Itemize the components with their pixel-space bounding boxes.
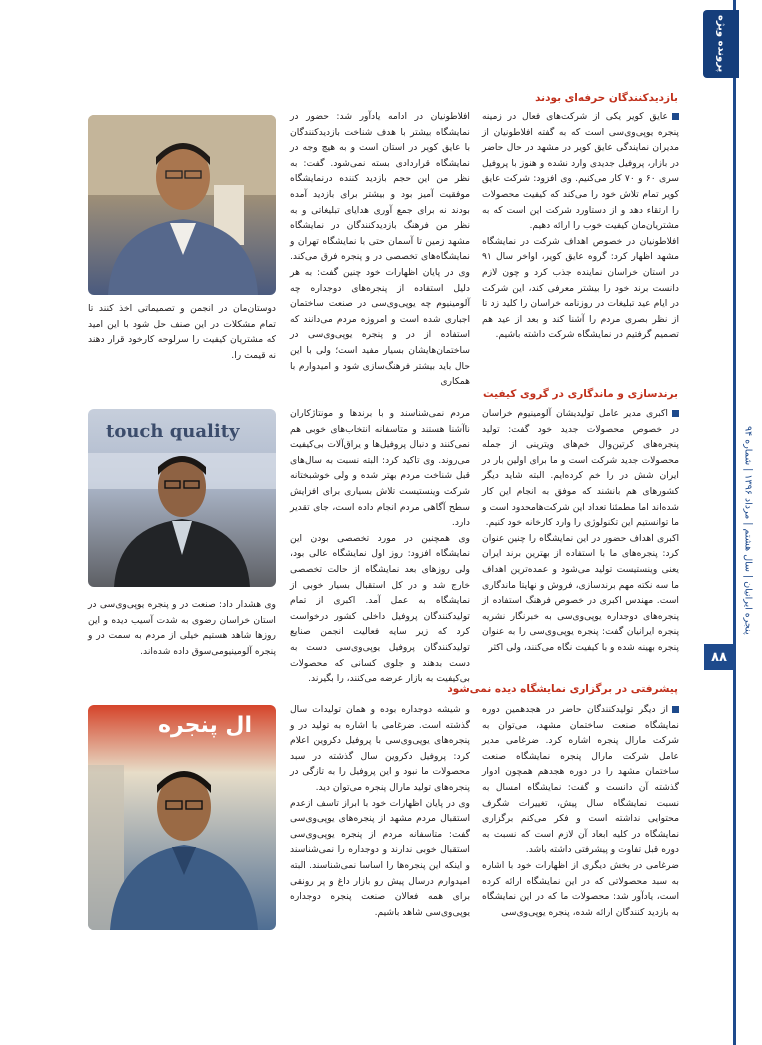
person-silhouette-icon: [88, 409, 276, 587]
paragraph: وی در پایان اظهارات خود با ابراز تاسف ازعدم استقبال مردم مشهد از پنجره‌های یوپی‌وی‌سی گفت: متاسفانه مردم از پنجره یوپی‌وی‌سی استقبال خوبی ندارند و دوجداره را نمی‌شناسند و اینکه این پنجره‌ها را اساسا نمی‌شناسند. البته امیدوارم درسال پیش رو بازار داغ و پر رونقی برای همه فعالان صنعت پنجره دوجداره یوپی‌وی‌سی شاهد باشیم.: [290, 797, 470, 918]
section-heading-1: بازدیدکنندگان حرفه‌ای بودند: [535, 92, 678, 104]
paragraph-text: اکبری مدیر عامل تولیدیشان آلومینیوم خراسان در خصوص محصولات جدید خود گفت: تولید پنجره‌های کرتین‌وال خم‌های ویترینی از جمله محصولات جدید شرکت است و ما برای اولین بار در ایران شش در را خم کرده‌ایم. البته شاید دیگر کشورهای هم بانشند که موفق به انجام این کار شده‌اند اما مطمئنا تعداد این شرکت‌هامحدود است و ما توانستیم این تکنولوژی را وارد کارخانه خود کنیم.: [482, 408, 679, 529]
article-column-1: [482, 109, 679, 343]
section-heading-3: پیشرفتی در برگزاری نمایشگاه دیده نمی‌شود: [447, 683, 678, 695]
person-silhouette-icon: [88, 115, 276, 295]
photo-caption-2: وی هشدار داد: صنعت در و پنجره یوپی‌وی‌سی در استان خراسان رضوی به شدت آسیب دیده و این روزها شاهد هستیم خیلی از مردم به سمت در و پنجره آلومینیومی‌سوق داده شده‌اند.: [88, 599, 276, 657]
journal-running-head: پنجره ایرانیان | سال هشتم | مرداد ۱۳۹۶ | شماره ۹۴: [742, 425, 754, 635]
article-column-2: افلاطونیان در ادامه یادآور شد: حضور در نمایشگاه بیشتر با هدف شناخت بازدیدکنندگان با عایق کویر در استان است و به هیچ وجه در نمایشگاه قراردادی بسته نمی‌شود. گفت: به نظر من این حجم بازدید کننده درنمایشگاه موفقیت آمیز بود و بیشتر برای بازدید آمده بودند نه برای جمع آوری هدایای تبلیغاتی و به نظر من فرهنگ بازدیدکنندگان در نمایشگاه مشهد زمین تا آسمان حتی با نمایشگاه تهران و نمایشگاه‌های تخصصی در و پنجره فرق می‌کند. وی در پایان اظهارات خود چنین گفت: به هر دلیل استفاده از پنجره‌های دوجداره چه آلومینیوم چه یوپی‌وی‌سی در صنعت ساختمان اجباری شده است و امروزه مردم می‌دانند که استفاده از در و پنجره یوپی‌وی‌سی در ساختمان‌هایشان بسیار مفید است؛ ولی با این حال باید بیشتر فرهنگ‌سازی شود و امیدوارم با همکاری: [290, 111, 470, 388]
paragraph-text: از دیگر تولیدکنندگان حاضر در هجدهمین دوره نمایشگاه صنعت ساختمان مشهد، می‌توان به شرکت مارال پنجره اشاره کرد. ضرغامی مدیر عامل شرکت مارال پنجره نمایشگاه صنعت ساختمان مشهد را در دوره هجدهم همچون ادوار گذشته آن دانست و گفت: نمایشگاه امسال به نسبت نمایشگاه سال پیش، تغییرات شگرف محتوایی نداشته است و فکر می‌کنم برگزاری نمایشگاه در کلیه ابعاد آن لازم است که نسبت به دوره قبل تفاوت و پیشرفتی داشته باشد.: [482, 704, 679, 856]
article-column-2: [290, 702, 470, 920]
paragraph: [482, 406, 679, 531]
square-bullet-icon: [672, 113, 679, 120]
paragraph: [482, 109, 679, 234]
paragraph-text: عایق کویر یکی از شرکت‌های فعال در زمینه پنجره یوپی‌وی‌سی است که به گفته افلاطونیان از مدیران نمایندگی عایق کویر در مشهد در حال حاضر در بازار، پروفیل جدیدی وارد نشده و هنوز با پروفیل سری ۶۰ و ۷۰ کار می‌کنیم. وی افزود: شرکت عایق کویر تمام تلاش خود را می‌کند که کیفیت محصولات را ارتقاء دهد و از دستاورد شرکت این است که به مشتریان‌مان کیفیت خوب را ارائه دهیم.: [482, 111, 679, 232]
paragraph: ضرغامی در بخش دیگری از اظهارات خود با اشاره به سبد محصولاتی که در این نمایشگاه ارائه کرده است، یادآور شد: محصولات ما که در این نمایشگاه به بازدید کنندگان ارائه شده، پنجره یوپی‌وی‌سی: [482, 859, 679, 918]
paragraph: افلاطونیان در خصوص اهداف شرکت در نمایشگاه مشهد اظهار کرد: گروه عایق کویر، اواخر سال ۹۱ در استان خراسان نماینده جذب کرد و چون لازم دانست برند خود را بیشتر معرفی کند، این شرکت در ایام عید تبلیغات در روزنامه خراسان را کلید زد تا از نظر بصری مردم را آشنا کند و بعد از عید هم تصمیم گرفتیم در نمایشگاه شرکت داشته باشیم.: [482, 235, 679, 341]
article-column-1: [482, 406, 679, 656]
article-column-1: [482, 702, 679, 920]
photo-caption-1: دوستان‌مان در انجمن و تصمیماتی اخذ کنند تا تمام مشکلات در این صنف حل شود با این امید که مشتریان کیفیت را سرلوحه کارخود قرار دهند نه قیمت را.: [88, 303, 276, 361]
paragraph: [482, 702, 679, 858]
section-tab-label: پرونده ویژه: [715, 15, 727, 73]
side-rule: [733, 0, 736, 1045]
square-bullet-icon: [672, 706, 679, 713]
square-bullet-icon: [672, 410, 679, 417]
portrait-photo-zarghami: [88, 705, 276, 930]
banner-text: touch quality: [106, 421, 240, 442]
paragraph: وی همچنین در مورد تخصصی بودن این نمایشگاه افزود: روز اول نمایشگاه عالی بود، ولی روزهای بعد نمایشگاه از حالت تخصصی خارج شد و در کل استقبال بسیار خوبی از نمایشگاه به عمل آمد. اکبری از تمام تولیدکنندگان پروفیل داخلی کشور درخواست کرد که زیر سایه فعالیت انجمن صنایع تولیدکنندگان پروفیل یوپی‌وی‌سی دست به دست بدهند و جلوی کسانی که محصولات بی‌کیفیت به بازار عرضه می‌کنند، را بگیرند.: [290, 532, 470, 685]
banner-text: ال پنجره: [158, 713, 253, 738]
paragraph: و شیشه دوجداره بوده و همان تولیدات سال گذشته است. ضرغامی با اشاره به تولید در و پنجره‌های یوپی‌وی‌سی با پروفیل دکروین اعلام کرد: پروفیل دکروین سال گذشته در سبد محصولات ما نبود و این پروفیل را به تازگی در پنجره‌های تولید مارال پنجره می‌توان دید.: [290, 704, 470, 793]
article-column-2: [290, 406, 470, 687]
section-heading-2: برندسازی و ماندگاری در گروی کیفیت: [483, 388, 678, 400]
page-number: ۸۸: [704, 644, 734, 670]
section-tab: [703, 10, 739, 78]
person-silhouette-icon: [88, 705, 276, 930]
portrait-photo-akbari: [88, 409, 276, 587]
paragraph: مردم نمی‌شناسند و با برندها و مونتاژکاران ناآشنا هستند و متاسفانه انتخاب‌های خوبی هم نمی‌کنند و دنبال پروفیل‌ها و یراق‌آلات بی‌کیفیت می‌روند. وی تاکید کرد: البته نسبت به سال‌های قبل شناخت مردم بهتر شده و ولی خوشبختانه شرکت وینستیست تلاش بسیاری برای افزایش سطح آگاهی مردم انجام داده است، جای تقدیر دارد.: [290, 408, 470, 529]
paragraph: اکبری اهداف حضور در این نمایشگاه را چنین عنوان کرد: پنجره‌های ما با استفاده از بهترین برند ایران یعنی وینستیست تولید می‌شود و عمده‌ترین اهداف ما سه نکته مهم برندسازی، فروش و نهایتا ماندگاری است. مهندس اکبری در خصوص فرهنگ استفاده از پنجره‌های دوجداره یوپی‌وی‌سی به خبرنگار نشریه پنجره ایرانیان گفت: پنجره یوپی‌وی‌سی را به عنوان پنجره بهینه شده و با کیفیت نگاه می‌کنند، ولی اکثر: [482, 532, 679, 653]
portrait-photo-aflatounian: [88, 115, 276, 295]
